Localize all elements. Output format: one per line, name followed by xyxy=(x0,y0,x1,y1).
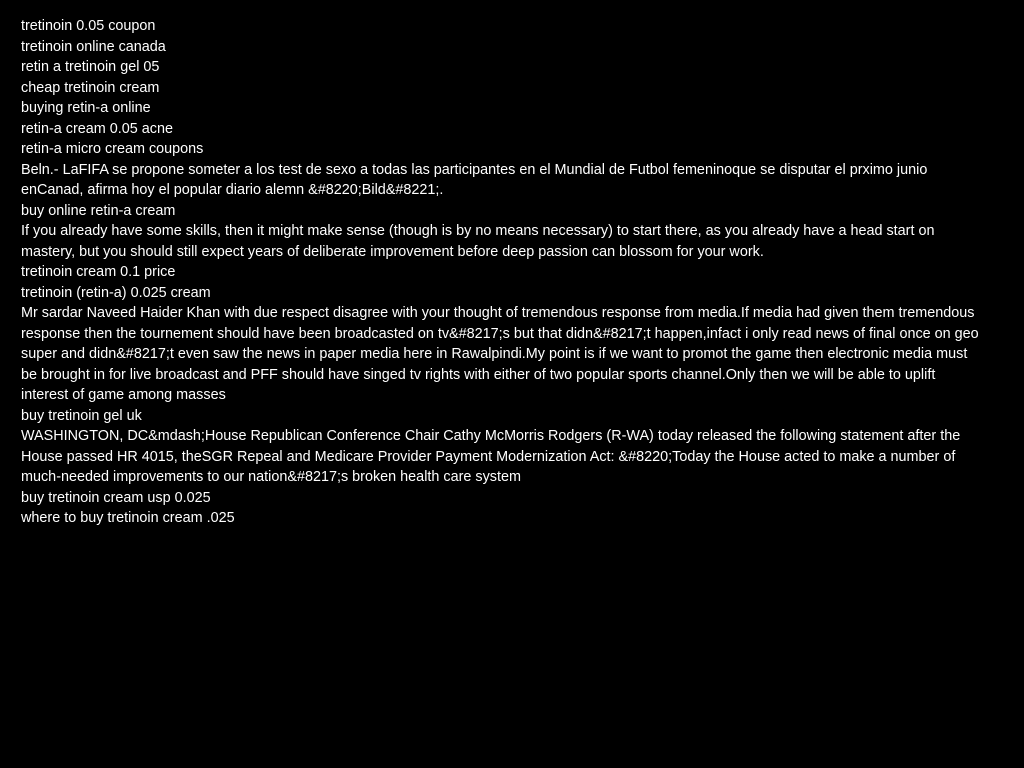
text-line-online-canada: tretinoin online canada xyxy=(21,38,166,55)
text-paragraph-fifa: Beln.- LaFIFA se propone someter a los test de sexo a todas las participantes en el Mundial de Futbol femeninoque se disputar el prximo junio enCanad, afirma hoy el popular diario alemn &#8220;Bild&#8221;. xyxy=(21,161,928,198)
text-line-retin-a-cream: tretinoin (retin-a) 0.025 cream xyxy=(21,284,211,301)
text-paragraph-media: Mr sardar Naveed Haider Khan with due respect disagree with your thought of tremendous response from media.If media had given them tremendous response then the tournement should have been broadcasted on tv&#8217;s but that didn&#8217;t happen,infact i only read news of final once on geo super and didn&#8217;t even saw the news in paper media here in Rawalpindi.My point is if we want to promot the game then electronic media must be brought in for live broadcast and PFF should have singed tv rights with either of two popular sports channel.Only then we will be able to uplift interest of game among masses xyxy=(21,305,979,403)
text-line-gel: retin a tretinoin gel 05 xyxy=(21,59,160,75)
text-line-gel-uk: buy tretinoin gel uk xyxy=(21,407,142,424)
text-line-micro-coupons: retin-a micro cream coupons xyxy=(21,141,204,157)
text-line-cream-usp: buy tretinoin cream usp 0.025 xyxy=(21,489,211,506)
text-paragraph-washington: WASHINGTON, DC&mdash;House Republican Conference Chair Cathy McMorris Rodgers (R-WA) today released the following statement after the House passed HR 4015, theSGR Repeal and Medicare Provider Payment Modernization Act: &#8220;Today the House acted to make a number of much-needed improvements to our nation&#8217;s broken health care system xyxy=(21,428,961,485)
text-line-cheap-cream: cheap tretinoin cream xyxy=(21,79,160,96)
text-line-where-to-buy: where to buy tretinoin cream .025 xyxy=(21,510,235,526)
text-line-buying-online: buying retin-a online xyxy=(21,100,151,116)
text-line-coupon: tretinoin 0.05 coupon xyxy=(21,18,156,34)
text-paragraph-skills: If you already have some skills, then it might make sense (though is by no means necessary) to start there, as you already have a head start on mastery, but you should still expect years of deliberate improvement before deep passion can blossom for your work. xyxy=(21,223,935,260)
text-line-cream-price: tretinoin cream 0.1 price xyxy=(21,264,176,280)
text-line-cream-acne: retin-a cream 0.05 acne xyxy=(21,120,173,137)
text-line-buy-online: buy online retin-a cream xyxy=(21,202,176,219)
